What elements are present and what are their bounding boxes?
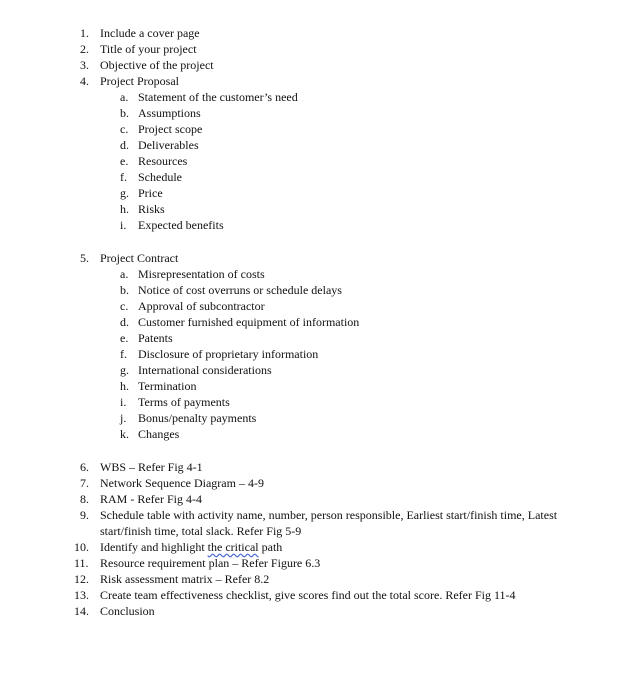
sub-list-item (0, 185, 618, 201)
sub-item-text: Termination (138, 379, 197, 393)
sub-item-letter: g. (120, 363, 129, 377)
sub-item-text: Price (138, 186, 163, 200)
item-number: 7. (80, 476, 89, 490)
sub-item-text: Deliverables (138, 138, 199, 152)
sub-list-item (0, 89, 618, 105)
item-number: 2. (80, 42, 89, 56)
sub-list-item (0, 426, 618, 442)
sub-item-text: Expected benefits (138, 218, 224, 232)
spacer (0, 442, 618, 459)
sub-item-text: Schedule (138, 170, 182, 184)
sub-list-item (0, 410, 618, 426)
sub-item-text: Notice of cost overruns or schedule delays (138, 283, 342, 297)
sub-item-text: Project scope (138, 122, 203, 136)
sub-item-letter: i. (120, 218, 127, 232)
sub-item-text: Bonus/penalty payments (138, 411, 257, 425)
sub-list-item (0, 217, 618, 233)
sub-item-letter: g. (120, 186, 129, 200)
item-text: Objective of the project (100, 58, 214, 72)
item-text: Project Proposal (100, 74, 179, 88)
sub-item-text: Resources (138, 154, 188, 168)
item-number: 4. (80, 74, 89, 88)
sub-item-letter: e. (120, 331, 129, 345)
spacer (0, 233, 618, 250)
sub-item-letter: e. (120, 154, 129, 168)
sub-item-letter: d. (120, 315, 129, 329)
item-text: Resource requirement plan – Refer Figure 6.3 (100, 556, 321, 570)
sub-list-item (0, 362, 618, 378)
sub-item-letter: b. (120, 283, 129, 297)
sub-item-letter: d. (120, 138, 129, 152)
document-list (0, 25, 618, 619)
sub-list-item (0, 298, 618, 314)
list-item (0, 555, 618, 571)
item-number: 10. (74, 540, 89, 554)
list-item (0, 73, 618, 89)
sub-list-item (0, 105, 618, 121)
sub-item-text: International considerations (138, 363, 272, 377)
item-number: 8. (80, 492, 89, 506)
list-item (0, 603, 618, 619)
sub-list-item (0, 169, 618, 185)
sub-list-item (0, 137, 618, 153)
sub-item-letter: h. (120, 379, 129, 393)
item-text-part: Identify and highlight (100, 540, 208, 554)
sub-item-letter: c. (120, 122, 129, 136)
item-text: Schedule table with activity name, number, person responsible, Earliest start/finish time, Latest start/finish time, total slack. Refer Fig 5-9 (100, 508, 558, 538)
sub-item-text: Disclosure of proprietary information (138, 347, 319, 361)
sub-item-letter: a. (120, 90, 129, 104)
list-item (0, 491, 618, 507)
sub-list-item (0, 394, 618, 410)
sub-list-item (0, 201, 618, 217)
item-text: Project Contract (100, 251, 179, 265)
item-text: Title of your project (100, 42, 197, 56)
sub-item-text: Changes (138, 427, 180, 441)
list-item (0, 41, 618, 57)
list-item (0, 475, 618, 491)
item-text (100, 539, 282, 555)
sub-list-item (0, 346, 618, 362)
item-number: 6. (80, 460, 89, 474)
item-text: RAM - Refer Fig 4-4 (100, 492, 202, 506)
sub-item-text: Risks (138, 202, 165, 216)
item-number: 5. (80, 251, 89, 265)
sub-item-letter: f. (120, 170, 127, 184)
sub-item-letter: b. (120, 106, 129, 120)
sub-item-letter: i. (120, 395, 127, 409)
list-item (0, 571, 618, 587)
item-text: Network Sequence Diagram – 4-9 (100, 476, 264, 490)
sub-item-letter: j. (120, 411, 127, 425)
sub-item-text: Statement of the customer’s need (138, 90, 298, 104)
sub-list-item (0, 266, 618, 282)
sub-item-letter: h. (120, 202, 129, 216)
list-item (0, 539, 618, 555)
item-text: Create team effectiveness checklist, give scores find out the total score. Refer Fig 11-4 (100, 588, 516, 602)
spellcheck-underlined-text: the critical (207, 540, 259, 554)
item-number: 9. (80, 508, 89, 522)
sub-item-text: Assumptions (138, 106, 201, 120)
sub-item-text: Misrepresentation of costs (138, 267, 265, 281)
item-number: 11. (74, 556, 89, 570)
sub-item-text: Terms of payments (138, 395, 230, 409)
list-item (0, 250, 618, 266)
list-item (0, 507, 618, 539)
item-text: Include a cover page (100, 26, 200, 40)
list-item (0, 25, 618, 41)
sub-list-item (0, 121, 618, 137)
item-text: WBS – Refer Fig 4-1 (100, 460, 203, 474)
item-text-part: path (258, 540, 283, 554)
list-item (0, 459, 618, 475)
sub-list-item (0, 282, 618, 298)
sub-list-item (0, 330, 618, 346)
sub-item-letter: f. (120, 347, 127, 361)
item-number: 13. (74, 588, 89, 602)
sub-list-item (0, 378, 618, 394)
sub-item-letter: c. (120, 299, 129, 313)
sub-item-text: Patents (138, 331, 173, 345)
sub-list-item (0, 153, 618, 169)
item-number: 1. (80, 26, 89, 40)
item-number: 3. (80, 58, 89, 72)
sub-item-letter: a. (120, 267, 129, 281)
sub-item-text: Approval of subcontractor (138, 299, 265, 313)
item-number: 14. (74, 604, 89, 618)
list-item (0, 587, 618, 603)
item-number: 12. (74, 572, 89, 586)
item-text: Risk assessment matrix – Refer 8.2 (100, 572, 270, 586)
item-text: Conclusion (100, 604, 155, 618)
sub-item-text: Customer furnished equipment of information (138, 315, 360, 329)
list-item (0, 57, 618, 73)
sub-list-item (0, 314, 618, 330)
sub-item-letter: k. (120, 427, 129, 441)
